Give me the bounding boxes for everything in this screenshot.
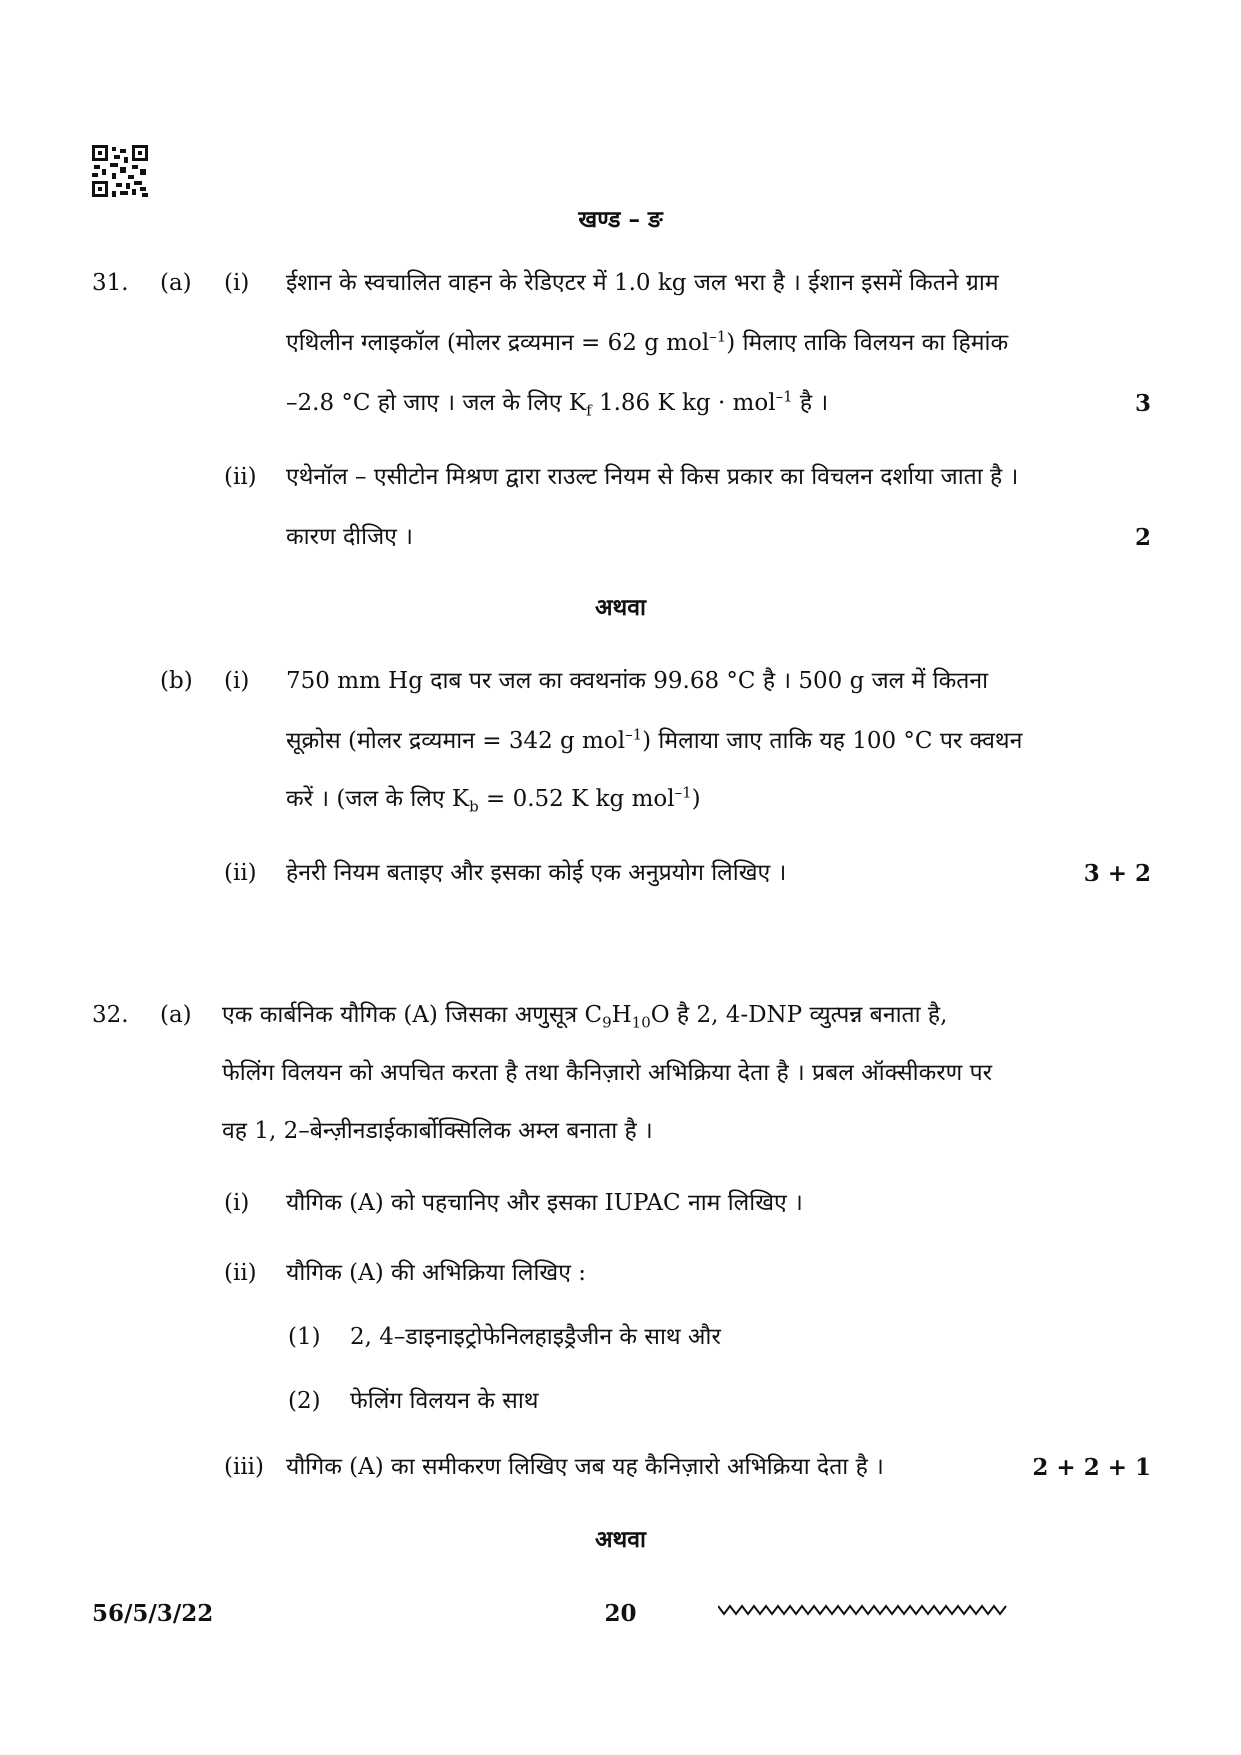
marks: 2 + 2 + 1 xyxy=(1032,1454,1151,1481)
item-label: (2) xyxy=(288,1388,321,1414)
part-label: (a) xyxy=(160,1002,192,1028)
question-text: फेलिंग विलयन के साथ xyxy=(350,1388,539,1414)
question-text: ईशान के स्वचालित वाहन के रेडिएटर में 1.0 kg जल भरा है । ईशान इसमें कितने ग्राम xyxy=(286,270,999,296)
question-text: –2.8 °C हो जाए । जल के लिए $K_f$ 1.86 K kg · mol$^{-1}$ है । xyxy=(286,387,829,420)
question-number: 31. xyxy=(92,270,129,296)
marks: 3 xyxy=(1134,390,1151,417)
item-label: (1) xyxy=(288,1324,321,1350)
question-number: 32. xyxy=(92,1002,129,1028)
qr-code-icon xyxy=(92,145,148,197)
marks: 3 + 2 xyxy=(1083,860,1151,887)
section-title: खण्ड – ङ xyxy=(578,206,663,233)
subpart-label: (i) xyxy=(224,668,250,694)
subpart-label: (i) xyxy=(224,270,250,296)
or-separator: अथवा xyxy=(594,1526,646,1553)
part-label: (a) xyxy=(160,270,192,296)
question-text: एथिलीन ग्लाइकॉल (मोलर द्रव्यमान = 62 g mol$^{-1}$) मिलाए ताकि विलयन का हिमांक xyxy=(286,327,1009,356)
question-text: 750 mm Hg दाब पर जल का क्वथनांक 99.68 °C है । 500 g जल में कितना xyxy=(286,668,989,694)
wavy-line-icon xyxy=(718,1603,1008,1617)
subpart-label: (ii) xyxy=(224,1260,257,1286)
page-number: 20 xyxy=(604,1600,637,1627)
subpart-label: (ii) xyxy=(224,464,257,490)
question-text: वह 1, 2–बेन्ज़ीनडाईकार्बोक्सिलिक अम्ल बनाता है । xyxy=(222,1118,653,1144)
subpart-label: (i) xyxy=(224,1190,250,1216)
question-text: करें । (जल के लिए $K_b = 0.52$ K kg mol$^{-1}$) xyxy=(286,783,701,816)
subpart-label: (ii) xyxy=(224,860,257,886)
question-text: यौगिक (A) का समीकरण लिखिए जब यह कैनिज़ारो अभिक्रिया देता है । xyxy=(286,1454,884,1480)
paper-code: 56/5/3/22 xyxy=(92,1600,214,1627)
question-text: एथेनॉल – एसीटोन मिश्रण द्वारा राउल्ट नियम से किस प्रकार का विचलन दर्शाया जाता है । xyxy=(286,464,1019,490)
question-text: यौगिक (A) की अभिक्रिया लिखिए : xyxy=(286,1260,587,1286)
question-text: 2, 4–डाइनाइट्रोफेनिलहाइड्रैजीन के साथ और xyxy=(350,1324,721,1350)
question-text: कारण दीजिए । xyxy=(286,524,413,550)
part-label: (b) xyxy=(160,668,193,694)
subpart-label: (iii) xyxy=(224,1454,265,1480)
question-text: हेनरी नियम बताइए और इसका कोई एक अनुप्रयोग लिखिए । xyxy=(286,860,787,886)
or-separator: अथवा xyxy=(594,594,646,621)
question-text: सूक्रोस (मोलर द्रव्यमान = 342 g mol$^{-1}$) मिलाया जाए ताकि यह 100 °C पर क्वथन xyxy=(286,725,1023,754)
marks: 2 xyxy=(1134,524,1151,551)
question-text: एक कार्बनिक यौगिक (A) जिसका अणुसूत्र $C_9H_{10}O$ है 2, 4-DNP व्युत्पन्न बनाता है, xyxy=(222,1002,948,1032)
question-text: यौगिक (A) को पहचानिए और इसका IUPAC नाम लिखिए । xyxy=(286,1190,803,1216)
question-text: फेलिंग विलयन को अपचित करता है तथा कैनिज़ारो अभिक्रिया देता है । प्रबल ऑक्सीकरण पर xyxy=(222,1060,993,1086)
